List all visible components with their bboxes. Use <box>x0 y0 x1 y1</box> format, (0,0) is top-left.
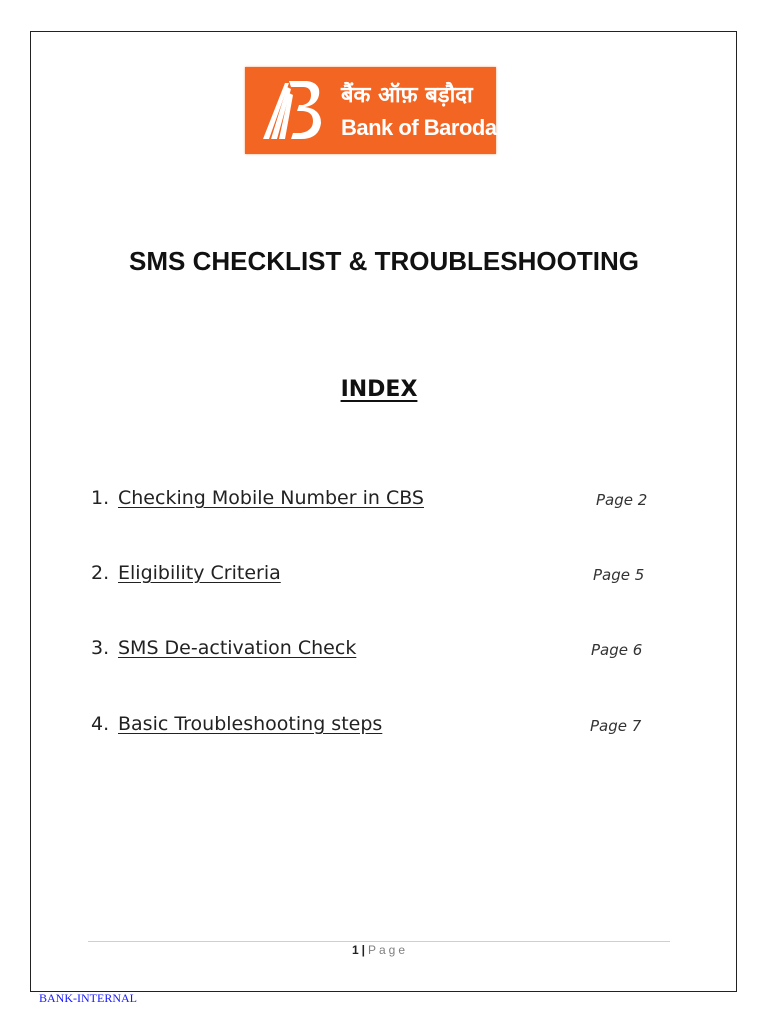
logo-english-name: Bank of Baroda <box>341 115 497 140</box>
toc-link-eligibility-criteria[interactable]: Eligibility Criteria <box>118 562 281 584</box>
toc-link-checking-mobile-number[interactable]: Checking Mobile Number in CBS <box>118 487 424 509</box>
bank-logo <box>245 67 496 154</box>
toc-item <box>91 637 671 667</box>
toc-page-ref: Page 2 <box>596 491 648 509</box>
toc-item-number: 3. <box>91 637 110 659</box>
footer-page-label: Page <box>368 943 409 957</box>
toc-page-ref: Page 6 <box>591 641 643 659</box>
index-heading: INDEX <box>340 377 418 402</box>
classification-label: BANK-INTERNAL <box>39 991 137 1005</box>
toc-page-ref: Page 7 <box>590 717 642 735</box>
toc-page-ref: Page 5 <box>593 566 645 584</box>
footer-page-number: 1 <box>351 943 359 957</box>
toc-item <box>91 487 671 517</box>
toc-item-number: 4. <box>91 713 110 735</box>
logo-hindi-name: बैंक ऑफ़ बड़ौदा <box>341 83 473 108</box>
toc-item-number: 1. <box>91 487 110 509</box>
toc-item-number: 2. <box>91 562 110 584</box>
toc-item <box>91 562 671 592</box>
bank-of-baroda-logo-icon <box>255 77 327 143</box>
toc-link-sms-deactivation-check[interactable]: SMS De-activation Check <box>118 637 357 659</box>
toc-link-basic-troubleshooting-steps[interactable]: Basic Troubleshooting steps <box>118 713 383 735</box>
page-footer <box>0 943 760 957</box>
footer-divider <box>88 941 670 942</box>
document-title: SMS CHECKLIST & TROUBLESHOOTING <box>129 246 639 276</box>
footer-separator: | <box>361 943 365 957</box>
toc-item <box>91 713 671 743</box>
